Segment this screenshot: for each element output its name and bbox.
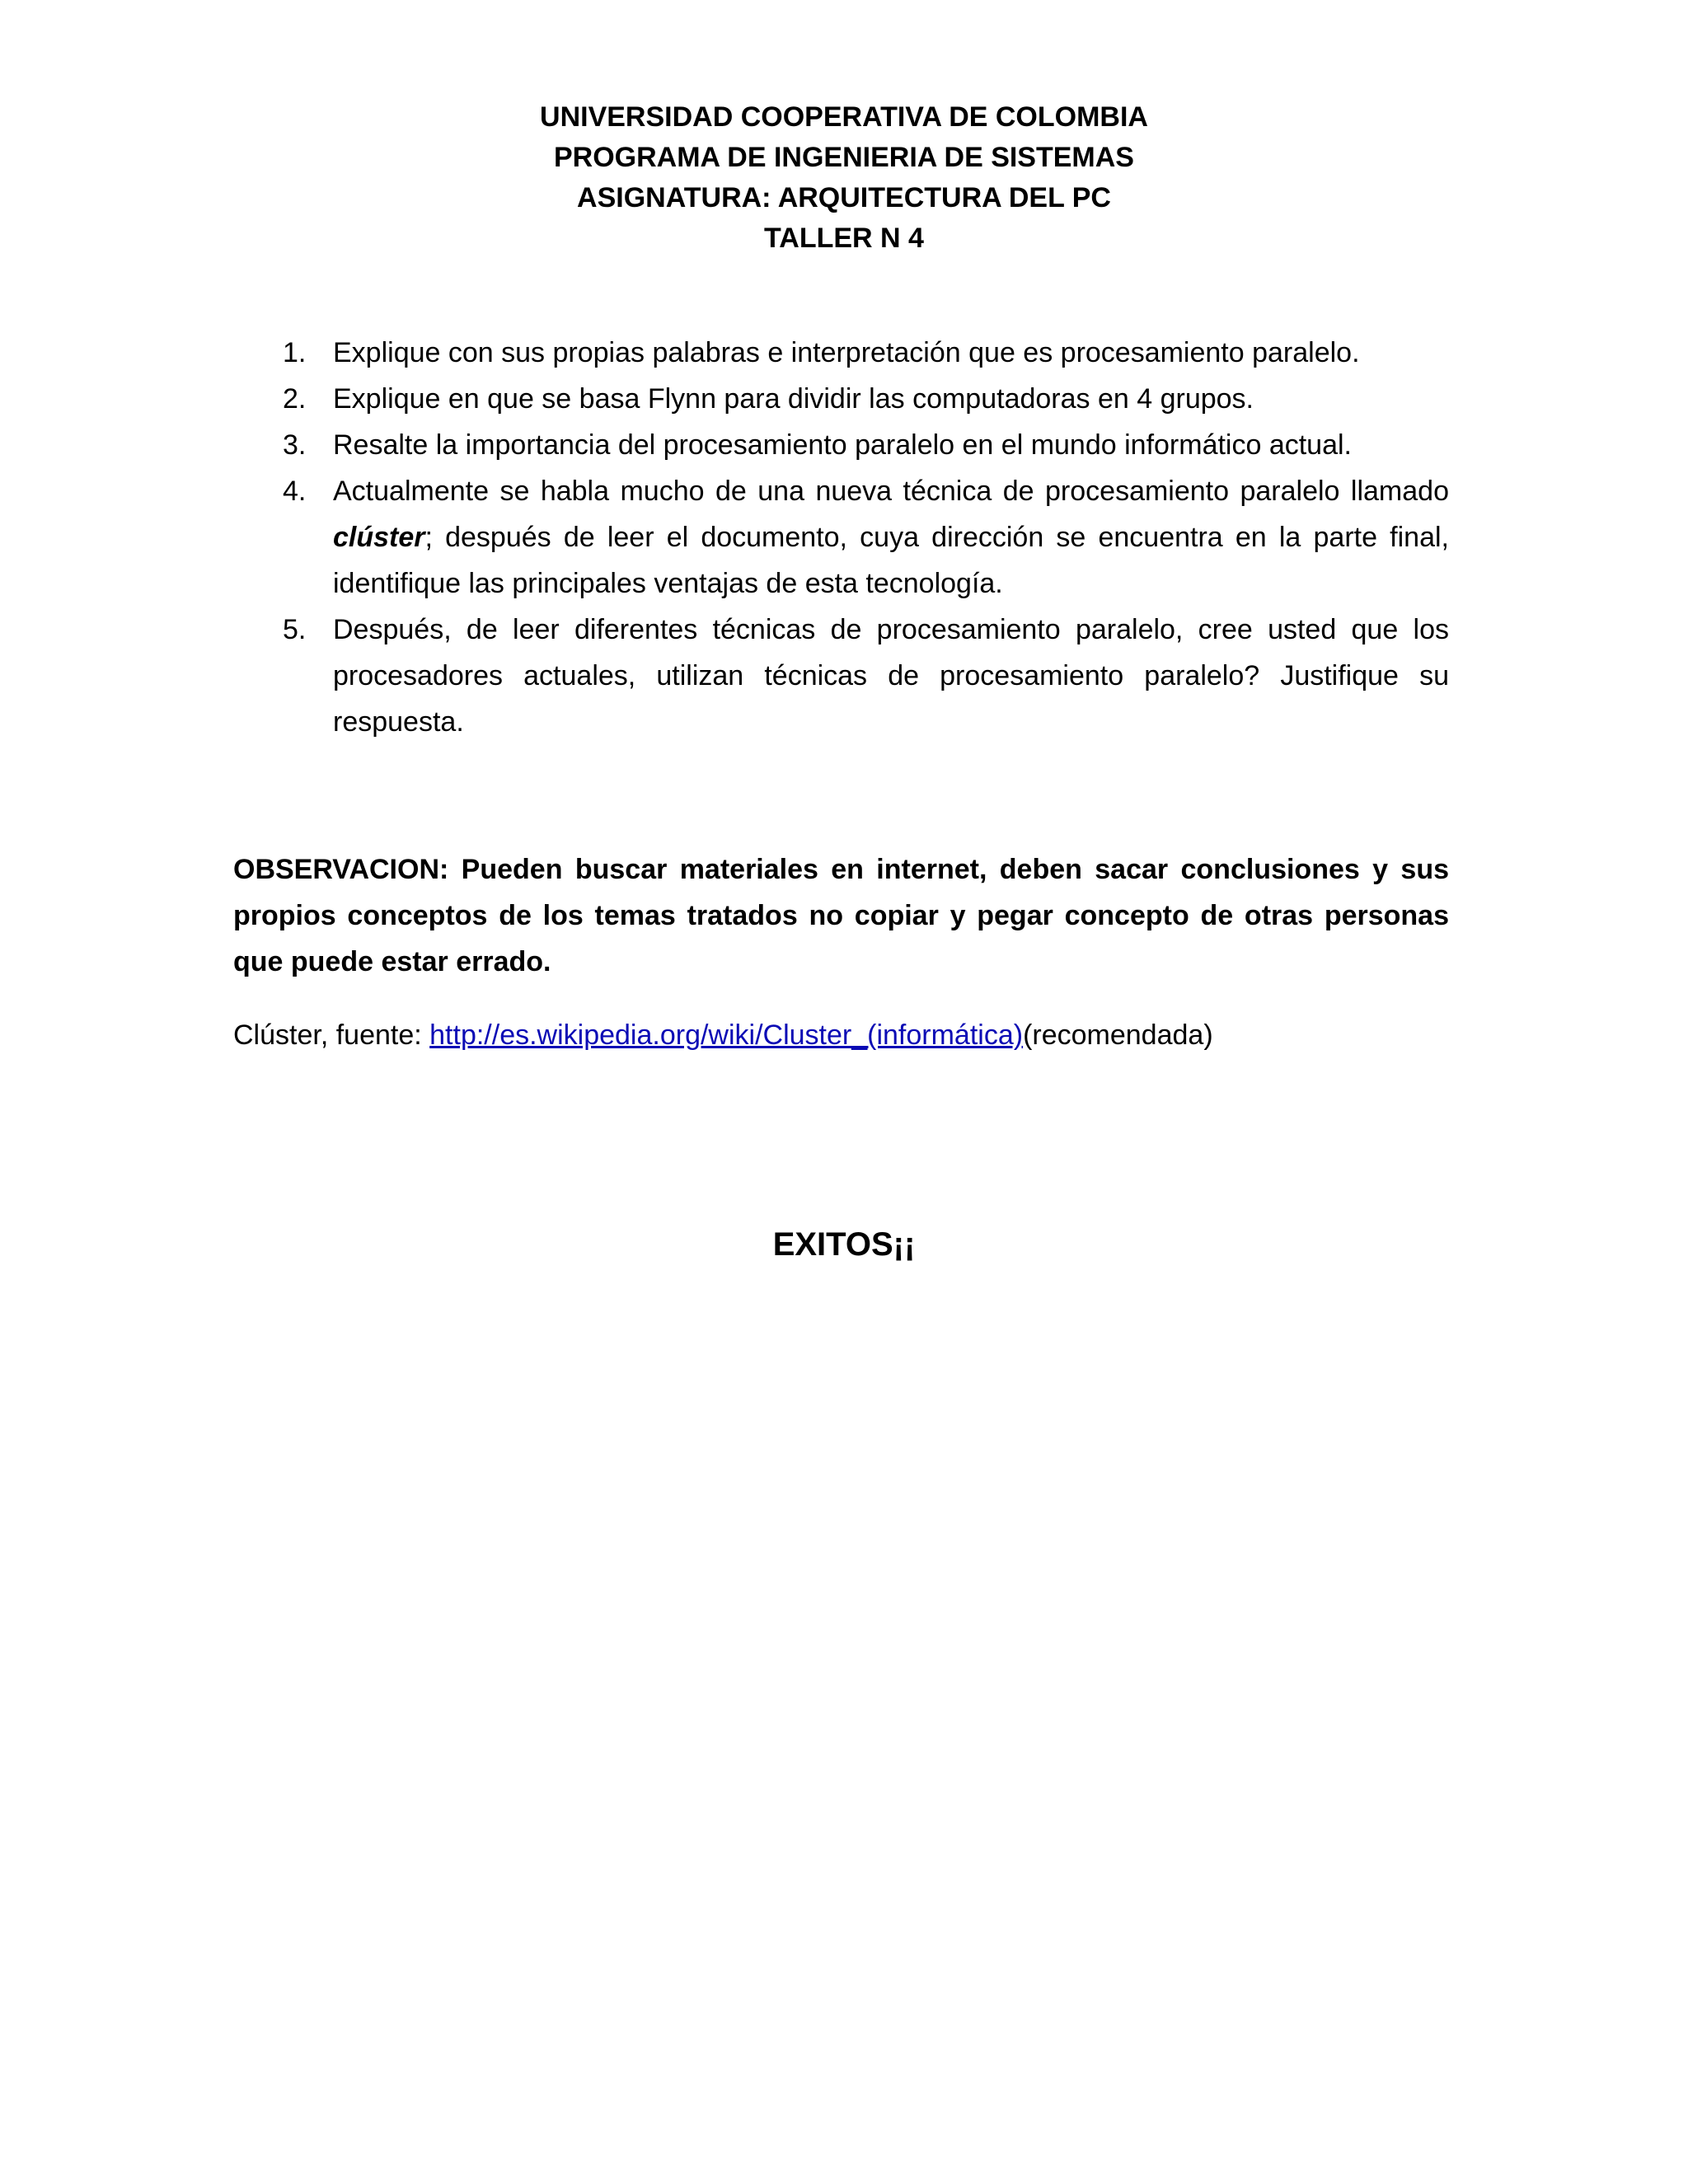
question-number: 2. xyxy=(283,383,307,415)
question-number: 4. xyxy=(283,476,307,507)
header-program: PROGRAMA DE INGENIERIA DE SISTEMAS xyxy=(554,142,1134,173)
header-subject: ASIGNATURA: ARQUITECTURA DEL PC xyxy=(577,182,1111,213)
question-list xyxy=(233,330,1449,745)
question-item xyxy=(233,607,1449,745)
question-text: Explique en que se basa Flynn para dividir las computadoras en 4 grupos. xyxy=(333,383,1254,415)
wikipedia-cluster-link[interactable]: http://es.wikipedia.org/wiki/Cluster_(informática) xyxy=(429,1019,1024,1051)
header-university: UNIVERSIDAD COOPERATIVA DE COLOMBIA xyxy=(540,101,1148,133)
question-text: Explique con sus propias palabras e interpretación que es procesamiento paralelo. xyxy=(333,337,1360,368)
source-reference xyxy=(233,1012,1449,1058)
source-suffix: (recomendada) xyxy=(1023,1019,1213,1051)
closing-message: EXITOS¡¡ xyxy=(772,1226,916,1263)
question-text: Después, de leer diferentes técnicas de procesamiento paralelo, cree usted que los procesadores actuales, utilizan técnicas de procesamiento paralelo? Justifique su respuesta. xyxy=(333,614,1449,738)
cluster-emphasis: clúster xyxy=(333,522,425,553)
question-item xyxy=(233,422,1449,468)
question-text-after: ; después de leer el documento, cuya dirección se encuentra en la parte final, identifique las principales ventajas de esta tecnología. xyxy=(333,522,1449,599)
observation-note: OBSERVACION: Pueden buscar materiales en internet, deben sacar conclusiones y sus propios conceptos de los temas tratados no copiar y pegar concepto de otras personas que puede estar errado. xyxy=(233,854,1449,977)
question-number: 3. xyxy=(283,429,307,461)
question-text-before: Actualmente se habla mucho de una nueva técnica de procesamiento paralelo llamado xyxy=(333,476,1449,507)
header-workshop-title: TALLER N 4 xyxy=(764,223,924,254)
question-number: 5. xyxy=(283,614,307,645)
question-item xyxy=(233,330,1449,376)
question-text: Resalte la importancia del procesamiento paralelo en el mundo informático actual. xyxy=(333,429,1353,461)
document-header xyxy=(0,97,1688,259)
source-prefix: Clúster, fuente: xyxy=(233,1019,430,1051)
question-item xyxy=(233,376,1449,422)
question-number: 1. xyxy=(283,337,307,368)
question-item xyxy=(233,468,1449,607)
question-text xyxy=(333,468,1449,607)
